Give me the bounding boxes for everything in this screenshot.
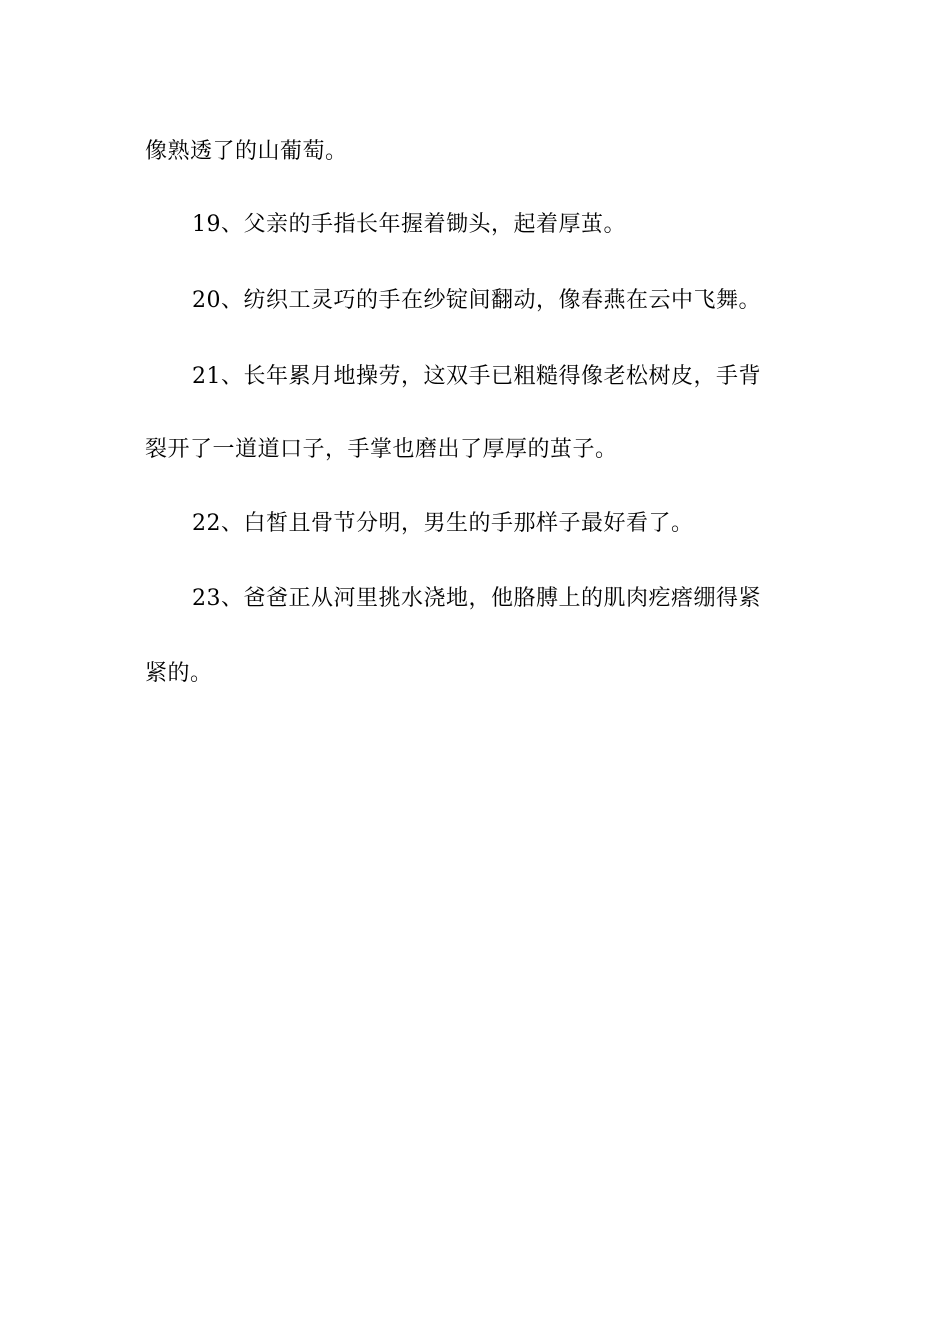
text-line-item-22: 22、白皙且骨节分明，男生的手那样子最好看了。 bbox=[192, 511, 694, 536]
text-line-continuation-18: 像熟透了的山葡萄。 bbox=[145, 139, 348, 164]
text-line-item-23-cont: 紧的。 bbox=[145, 661, 213, 686]
text-line-item-20: 20、纺织工灵巧的手在纱锭间翻动，像春燕在云中飞舞。 bbox=[192, 288, 761, 313]
text-line-item-21-cont: 裂开了一道道口子，手掌也磨出了厚厚的茧子。 bbox=[145, 437, 618, 462]
text-line-item-23: 23、爸爸正从河里挑水浇地，他胳膊上的肌肉疙瘩绷得紧 bbox=[192, 586, 761, 611]
text-line-item-21: 21、长年累月地操劳，这双手已粗糙得像老松树皮，手背 bbox=[192, 364, 761, 389]
text-line-item-19: 19、父亲的手指长年握着锄头，起着厚茧。 bbox=[192, 212, 626, 237]
